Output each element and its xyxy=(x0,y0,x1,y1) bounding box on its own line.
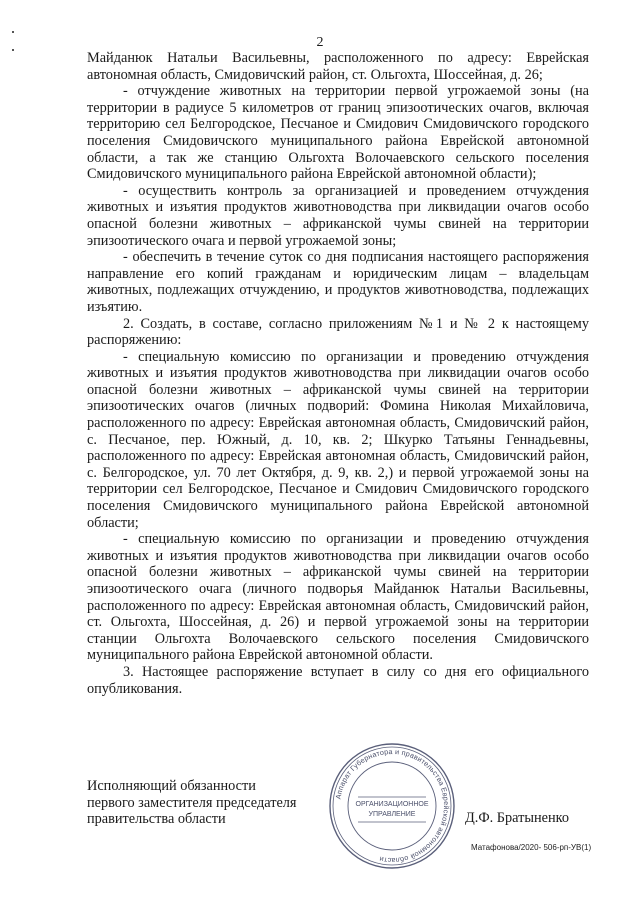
signatory-title-line: Исполняющий обязанности xyxy=(87,778,256,794)
signer-name: Д.Ф. Братыненко xyxy=(465,810,569,826)
seal-center-line: ОРГАНИЗАЦИОННОЕ xyxy=(355,801,429,808)
paragraph: - отчуждение животных на территории первой угрожаемой зоны (на территории в радиусе 5 километров от границ эпизоотических очагов, включая территорию сел Белгородское, Песчаное и Смидович Смидовичского городского поселения Смидовичского муниципального района Еврейской автономной области, а так же станцию Ольгохта Волочаевского сельского поселения Смидовичского муниципального района Еврейской автономной области); xyxy=(87,83,589,183)
signatory-title-line: первого заместителя председателя xyxy=(87,794,297,811)
paragraph: - специальную комиссию по организации и проведению отчуждения животных и изъятия продуктов животноводства при ликвидации очагов особо опасной болезни животных – африканской чумы свиней на территории эпизоотических очагов (личных подворий: Фомина Николая Михайловича, расположенного по адресу: Еврейская автономная область, Смидовичский район, с. Песчаное, пер. Южный, д. 10, кв. 2; Шкурко Татьяны Геннадьевны, расположенного по адресу: Еврейская автономная область, Смидовичский район, с. Белгородское, ул. 70 лет Октября, д. 9, кв. 2,) и первой угрожаемой зоны на территории сел Белгородское, Песчаное и Смидович Смидовичского городского поселения Смидовичского муниципального района Еврейской автономной области; xyxy=(87,348,589,531)
margin-mark xyxy=(12,49,14,51)
paragraph: - обеспечить в течение суток со дня подписания настоящего распоряжения направление его копий гражданам и юридическим лицам – владельцам животных, подлежащих отчуждению, и продуктов животноводства, подлежащих изъятию. xyxy=(87,249,589,315)
page-number: 2 xyxy=(316,35,324,50)
seal-center-line: УПРАВЛЕНИЕ xyxy=(368,811,416,818)
paragraph: Майданюк Натальи Васильевны, расположенного по адресу: Еврейская автономная область, Смидовичский район, ст. Ольгохта, Шоссейная, д. 26; xyxy=(87,50,589,83)
paragraph: 2. Создать, в составе, согласно приложениям №1 и № 2 к настоящему распоряжению: xyxy=(87,315,589,349)
document-body xyxy=(87,50,589,697)
signatory-title xyxy=(87,778,347,828)
document-code: Матафонова/2020- 506-рп-УВ(1) xyxy=(471,843,592,852)
official-seal xyxy=(326,740,458,872)
signatory-title-line: правительства области xyxy=(87,811,226,828)
paragraph: - осуществить контроль за организацией и проведением отчуждения животных и изъятия продуктов животноводства при ликвидации очагов особо опасной болезни животных – африканской чумы свиней на территории эпизоотического очага и первой угрожаемой зоны; xyxy=(87,182,589,249)
margin-mark xyxy=(12,31,14,33)
paragraph: - специальную комиссию по организации и проведению отчуждения животных и изъятия продуктов животноводства при ликвидации очагов особо опасной болезни животных – африканской чумы свиней на территории эпизоотического очага (личного подворья Майданюк Натальи Васильевны, расположенного по адресу: Еврейская автономная область, Смидовичский район, ст. Ольгохта, Шоссейная, д. 26) и первой угрожаемой зоны на территории станции Ольгохта Волочаевского сельского поселения Смидовичского муниципального района Еврейской автономной области. xyxy=(87,531,589,664)
seal-ring-text: Аппарат Губернатора и правительства Еврейской автономной области xyxy=(333,746,452,866)
paragraph: 3. Настоящее распоряжение вступает в силу со дня его официального опубликования. xyxy=(87,663,589,697)
